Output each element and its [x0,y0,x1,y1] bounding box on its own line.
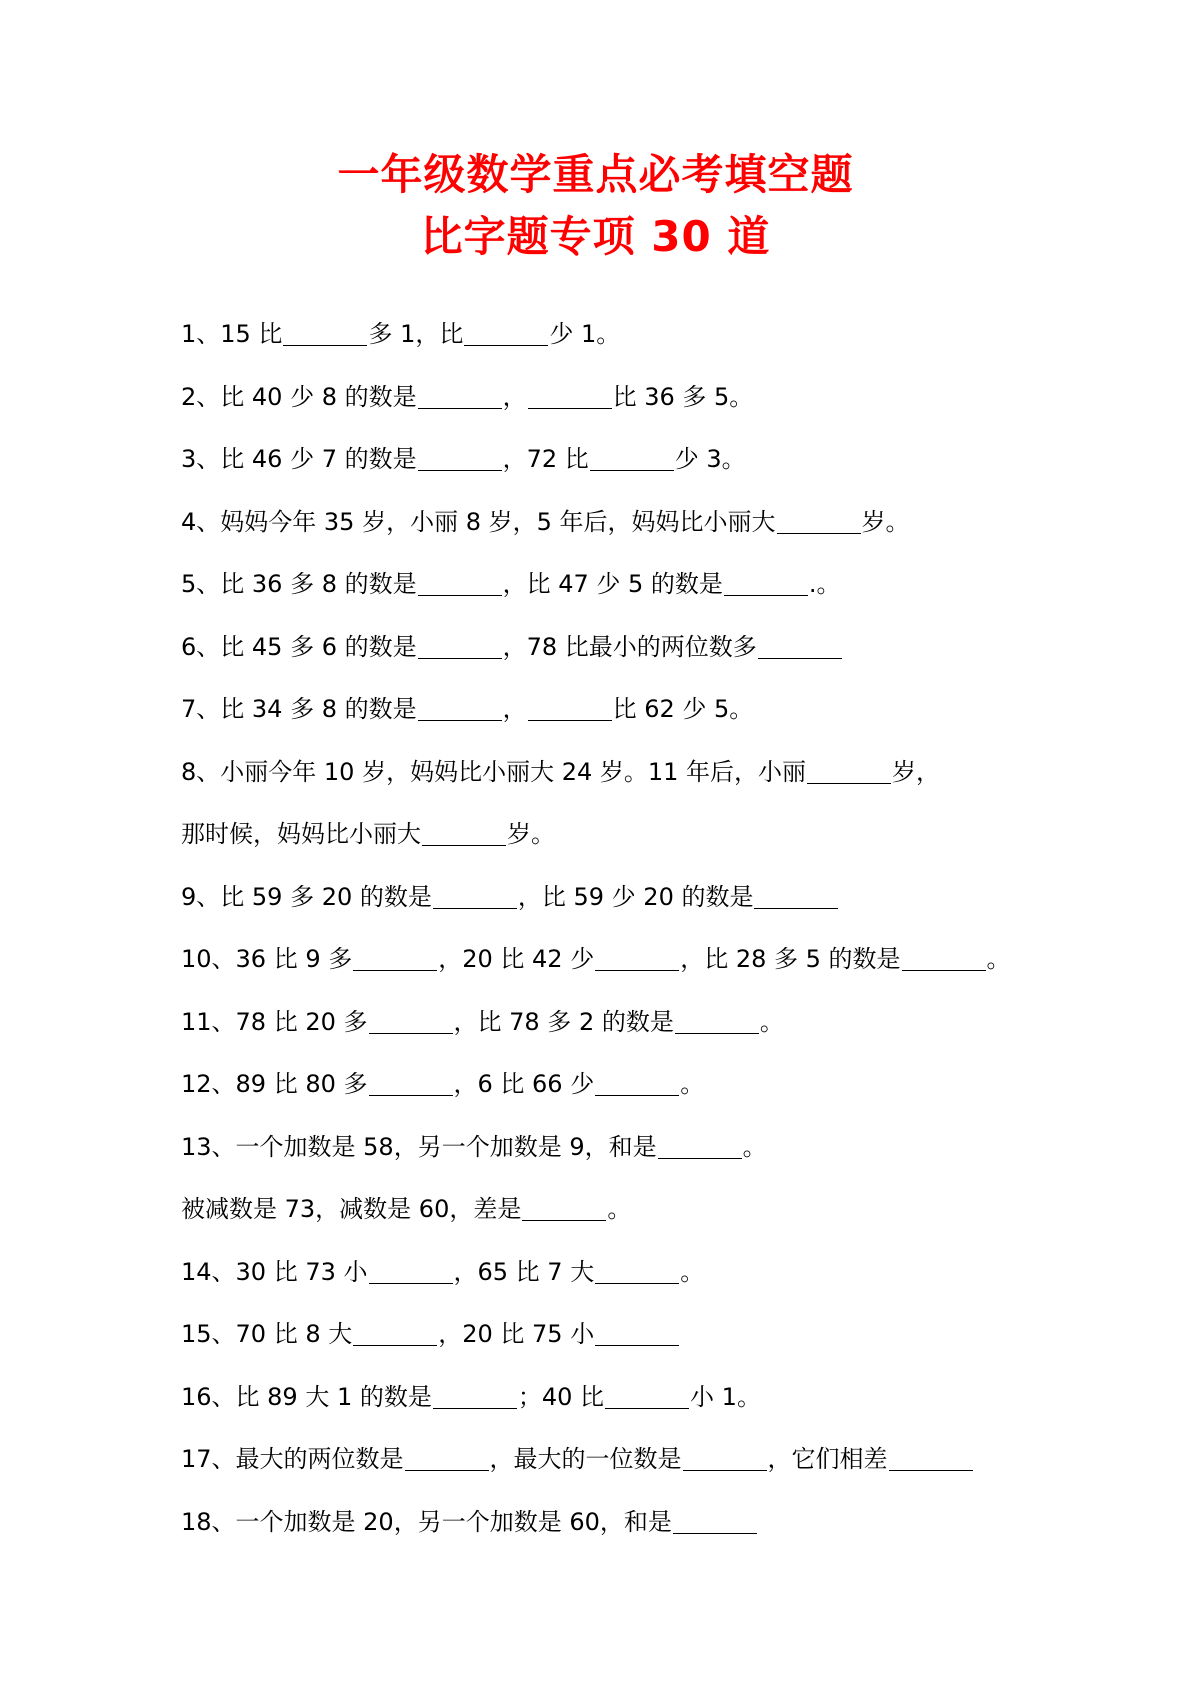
question-text: ， [502,695,527,723]
answer-blank[interactable] [353,940,437,971]
question-line [181,746,1061,809]
question-line [181,558,1061,621]
answer-blank[interactable] [418,378,502,409]
question-line [181,933,1061,996]
answer-blank[interactable] [422,815,506,846]
answer-blank[interactable] [418,565,502,596]
worksheet-subtitle: 比字题专项 30 道 [420,212,771,261]
question-line [181,1058,1061,1121]
question-text: 多 1，比 [368,320,464,348]
answer-blank[interactable] [673,1503,757,1534]
answer-blank[interactable] [283,315,367,346]
question-text: 4、妈妈今年 35 岁，小丽 8 岁，5 年后，妈妈比小丽大 [181,507,776,536]
question-text: 比 62 少 5。 [612,695,754,723]
answer-blank[interactable] [418,690,502,721]
answer-blank[interactable] [433,878,517,909]
answer-blank[interactable] [605,1378,689,1409]
answer-blank[interactable] [807,753,891,784]
question-text: ，6 比 66 少 [453,1070,595,1098]
question-text: ，20 比 42 少 [438,945,595,973]
question-text: ，比 78 多 2 的数是 [453,1007,674,1036]
question-text: 2、比 40 少 8 的数是 [181,382,417,411]
question-text: 18、一个加数是 20，另一个加数是 60，和是 [181,1507,672,1536]
answer-blank[interactable] [369,1003,453,1034]
question-line [181,1308,1061,1371]
answer-blank[interactable] [595,1065,679,1096]
question-text: ，它们相差 [767,1445,888,1473]
question-text: 16、比 89 大 1 的数是 [181,1382,432,1411]
question-line [181,308,1061,371]
question-text: 被减数是 73，减数是 60，差是 [181,1195,522,1223]
answer-blank[interactable] [595,940,679,971]
question-line [181,621,1061,684]
question-list [181,308,1061,1558]
question-text: 15、70 比 8 大 [181,1320,353,1348]
question-text: 17、最大的两位数是 [181,1445,404,1473]
question-text: 。 [742,1132,767,1161]
question-line [181,683,1061,746]
question-text: 3、比 46 少 7 的数是 [181,445,417,473]
question-text: 8、小丽今年 10 岁，妈妈比小丽大 24 岁。11 年后，小丽 [181,757,807,786]
question-text: 7、比 34 多 8 的数是 [181,695,417,723]
answer-blank[interactable] [418,628,502,659]
question-text: 少 1。 [549,320,621,348]
worksheet-title: 一年级数学重点必考填空题 [337,150,854,199]
question-text: 11、78 比 20 多 [181,1007,368,1036]
question-line [181,808,1061,871]
question-text: 。 [607,1195,632,1223]
answer-blank[interactable] [369,1253,453,1284]
answer-blank[interactable] [889,1440,973,1471]
answer-blank[interactable] [658,1128,742,1159]
question-text: ，20 比 75 小 [438,1320,595,1348]
question-text: ，65 比 7 大 [453,1257,595,1286]
question-text: 那时候，妈妈比小丽大 [181,820,421,848]
question-text: 少 3。 [674,445,746,473]
answer-blank[interactable] [590,440,674,471]
answer-blank[interactable] [528,378,612,409]
question-text: 5、比 36 多 8 的数是 [181,570,417,598]
question-text: ；40 比 [517,1382,605,1411]
question-text: 6、比 45 多 6 的数是 [181,632,417,661]
question-line [181,1183,1061,1246]
question-text: 比 36 多 5。 [612,382,754,411]
question-text: 岁。 [861,507,910,536]
answer-blank[interactable] [724,565,808,596]
question-text: ，78 比最小的两位数多 [502,632,757,661]
question-line [181,996,1061,1059]
question-text: ，比 47 少 5 的数是 [502,570,723,598]
question-text: ， [502,382,527,411]
answer-blank[interactable] [777,503,861,534]
answer-blank[interactable] [754,878,838,909]
question-line [181,1433,1061,1496]
question-line [181,433,1061,496]
question-text: 12、89 比 80 多 [181,1070,368,1098]
answer-blank[interactable] [595,1315,679,1346]
question-text: 小 1。 [690,1382,761,1411]
question-line [181,1496,1061,1559]
question-text: 9、比 59 多 20 的数是 [181,882,432,911]
answer-blank[interactable] [522,1190,606,1221]
question-line [181,871,1061,934]
question-text: 10、36 比 9 多 [181,945,353,973]
question-line [181,496,1061,559]
question-text: 。 [759,1007,784,1036]
question-text: ，72 比 [502,445,589,473]
question-text: .。 [808,570,841,598]
answer-blank[interactable] [369,1065,453,1096]
answer-blank[interactable] [433,1378,517,1409]
question-line [181,1371,1061,1434]
question-text: ，比 59 少 20 的数是 [517,882,754,911]
question-line [181,1246,1061,1309]
answer-blank[interactable] [405,1440,489,1471]
question-text: 13、一个加数是 58，另一个加数是 9，和是 [181,1132,657,1161]
answer-blank[interactable] [528,690,612,721]
question-text: ，最大的一位数是 [489,1445,682,1473]
answer-blank[interactable] [902,940,986,971]
answer-blank[interactable] [464,315,548,346]
question-text: 岁， [892,757,941,786]
question-line [181,371,1061,434]
answer-blank[interactable] [418,440,502,471]
question-text: 岁。 [507,820,555,848]
question-text: 。 [986,945,1011,973]
answer-blank[interactable] [675,1003,759,1034]
question-line [181,1121,1061,1184]
question-text: 。 [680,1070,705,1098]
question-text: 14、30 比 73 小 [181,1257,368,1286]
question-text: 1、15 比 [181,320,283,348]
answer-blank[interactable] [683,1440,767,1471]
question-text: 。 [680,1257,705,1286]
question-text: ，比 28 多 5 的数是 [680,945,901,973]
answer-blank[interactable] [595,1253,679,1284]
answer-blank[interactable] [353,1315,437,1346]
answer-blank[interactable] [758,628,842,659]
